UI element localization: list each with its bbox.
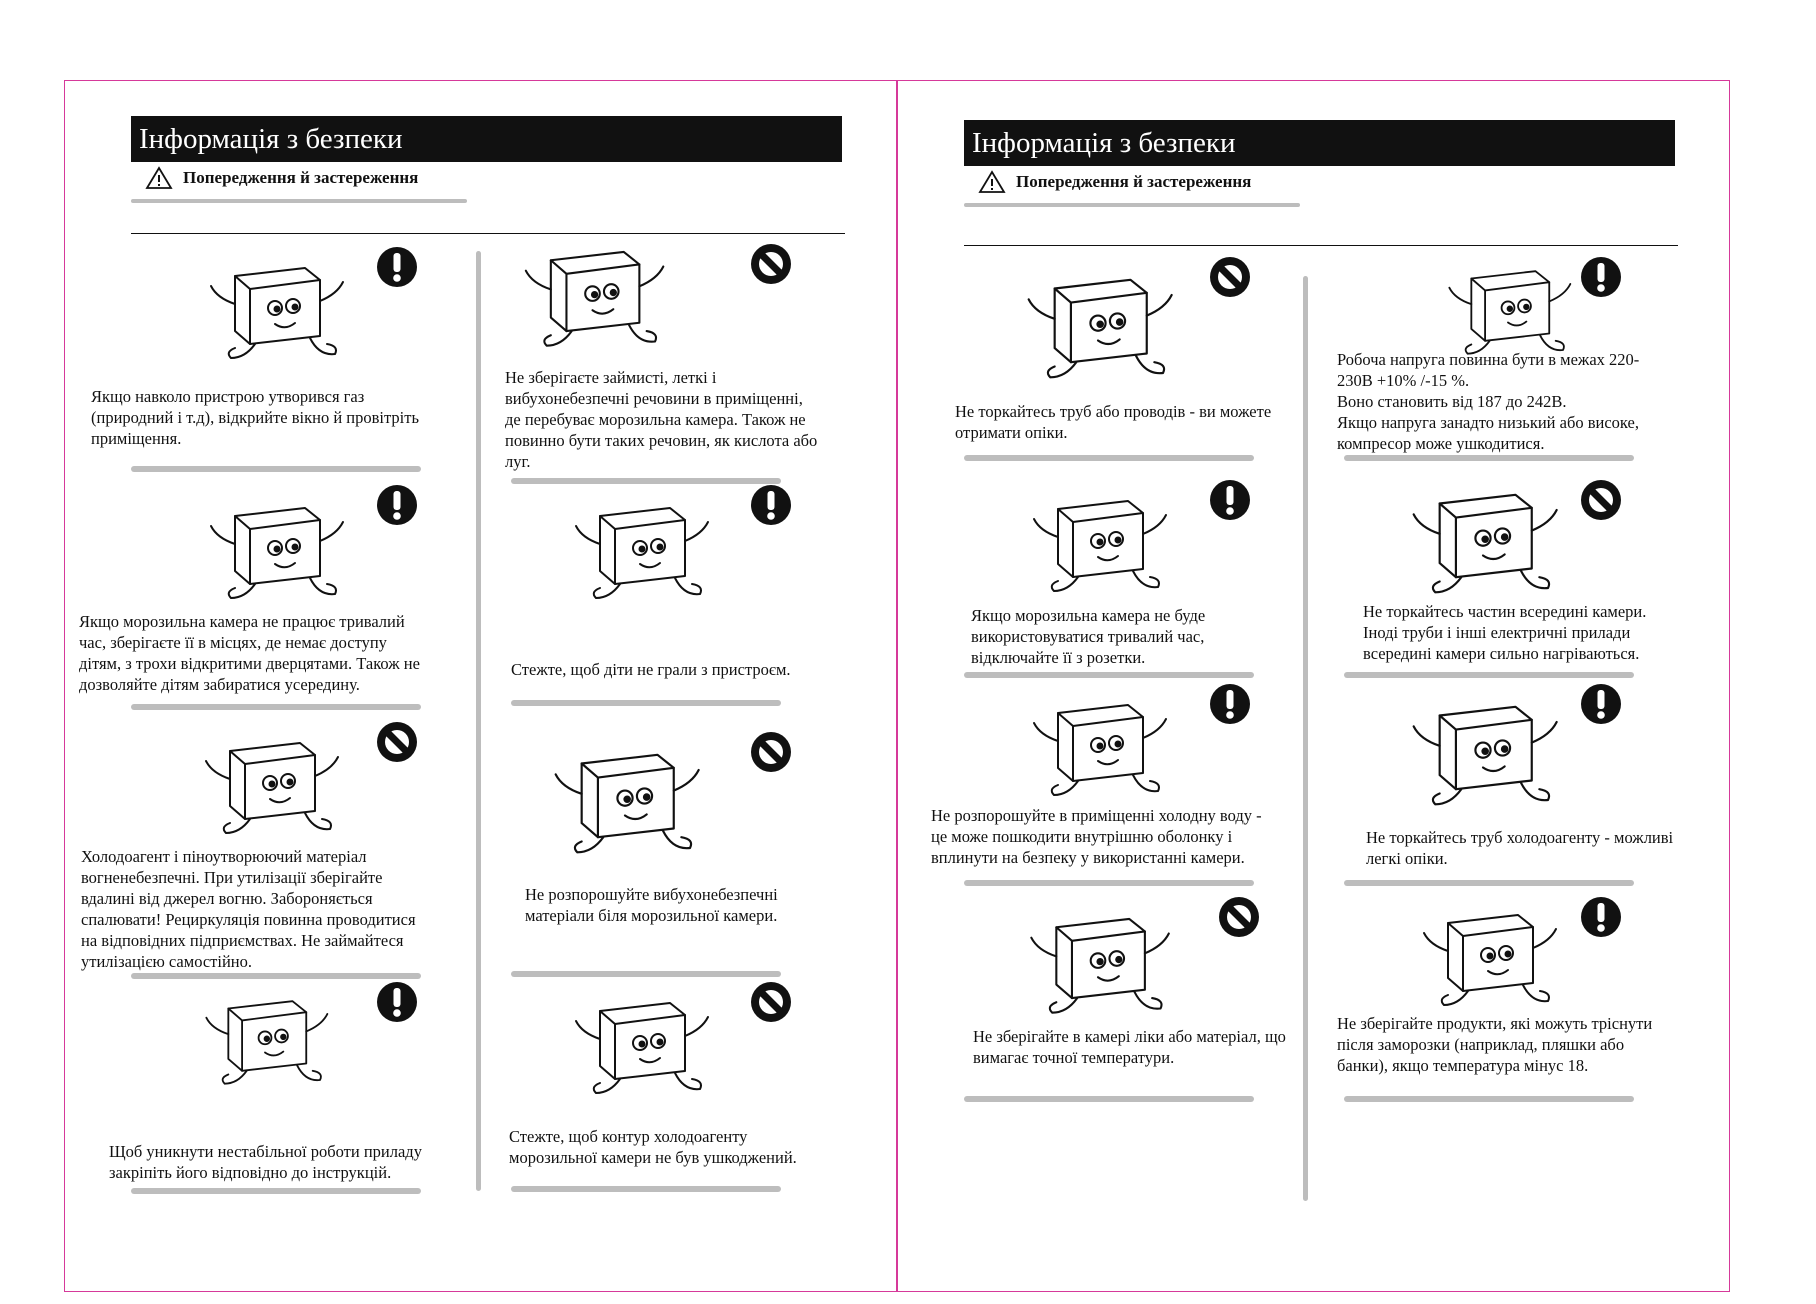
warning-text: Холодоагент і піноутворюючий матеріал вогненебезпечні. При утилізації зберігайте вдалині від джерел вогню. Забороняється спалювати! Рециркуляція повинна проводитися на відповідних підприємствах. Не займайтеся утилізацією самостійно. bbox=[81, 847, 416, 971]
mandatory-icon bbox=[1580, 256, 1622, 298]
freezer-fire-illustration bbox=[185, 721, 355, 841]
section-separator bbox=[131, 1188, 421, 1194]
left-page bbox=[64, 80, 897, 1292]
freezer-inside-parts-illustration bbox=[1383, 471, 1583, 601]
section-separator bbox=[511, 700, 781, 706]
section-separator bbox=[964, 455, 1254, 461]
warning-triangle-icon bbox=[978, 170, 1006, 194]
warnings-subtitle bbox=[978, 170, 1251, 194]
subtitle-text: Попередження й застереження bbox=[1016, 172, 1252, 191]
warning-text: Якщо навколо пристрою утворився газ (природний і т.д), відкрийте вікно й провітріть приміщення. bbox=[91, 387, 419, 448]
section-separator bbox=[1344, 455, 1634, 461]
column-divider bbox=[1303, 276, 1308, 1201]
warning-text: Не розпорошуйте вибухонебезпечні матеріали біля морозильної камери. bbox=[525, 885, 778, 925]
prohibited-icon bbox=[1580, 479, 1622, 521]
freezer-refrigerant-pipes-illustration bbox=[1383, 683, 1583, 813]
subtitle-underline bbox=[131, 199, 467, 203]
prohibited-icon bbox=[750, 981, 792, 1023]
section-separator bbox=[1344, 880, 1634, 886]
mandatory-icon bbox=[376, 981, 418, 1023]
header-rule bbox=[964, 245, 1678, 246]
section-separator bbox=[964, 672, 1254, 678]
prohibited-icon bbox=[750, 731, 792, 773]
section-separator bbox=[131, 973, 421, 979]
warning-text: Не зберігайте продукти, які можуть тріснути після заморозки (наприклад, пляшки або банки), якщо температура мінус 18. bbox=[1337, 1014, 1653, 1075]
prohibited-icon bbox=[1209, 256, 1251, 298]
warning-triangle-icon bbox=[145, 166, 173, 190]
warning-text: Не торкайтесь труб або проводів - ви можете отримати опіки. bbox=[955, 402, 1272, 442]
freezer-chemicals-illustration bbox=[505, 229, 680, 354]
warning-text: Робоча напруга повинна бути в межах 220- 230В +10% /-15 %. Воно становить від 187 до 242В. Якщо напруга занадто низький або високе, компресор може ушкодитися. bbox=[1337, 350, 1640, 453]
column-divider bbox=[476, 251, 481, 1191]
section-separator bbox=[1344, 1096, 1634, 1102]
section-separator bbox=[511, 1186, 781, 1192]
freezer-circuit-illustration bbox=[555, 981, 725, 1101]
section-separator bbox=[131, 466, 421, 472]
freezer-smelling-gas-illustration bbox=[195, 246, 355, 366]
mandatory-icon bbox=[376, 484, 418, 526]
warnings-subtitle bbox=[145, 166, 418, 190]
section-separator bbox=[964, 1096, 1254, 1102]
mandatory-icon bbox=[1580, 683, 1622, 725]
prohibited-icon bbox=[1218, 896, 1260, 938]
mandatory-icon bbox=[1209, 683, 1251, 725]
warning-text: Якщо морозильна камера не буде використовуватися тривалий час, відключайте її з розетки. bbox=[971, 606, 1206, 667]
child-playing-illustration bbox=[560, 486, 720, 606]
freezer-bottles-illustration bbox=[1398, 893, 1578, 1013]
freezer-hot-pipes-illustration bbox=[998, 256, 1198, 386]
child-in-freezer-illustration bbox=[195, 486, 355, 606]
right-page bbox=[897, 80, 1730, 1292]
freezer-spray-illustration bbox=[525, 731, 725, 861]
mandatory-icon bbox=[750, 484, 792, 526]
prohibited-icon bbox=[750, 243, 792, 285]
section-separator bbox=[1344, 672, 1634, 678]
mandatory-icon bbox=[1209, 479, 1251, 521]
warning-text: Стежте, щоб діти не грали з пристроєм. bbox=[511, 660, 791, 679]
header-rule bbox=[131, 233, 845, 234]
freezer-water-illustration bbox=[1018, 683, 1178, 803]
subtitle-text: Попередження й застереження bbox=[183, 168, 419, 187]
warning-text: Щоб уникнути нестабільної роботи приладу закріпіть його відповідно до інструкцій. bbox=[109, 1142, 422, 1182]
freezer-unplug-illustration bbox=[998, 479, 1198, 599]
freezer-fixed-illustration bbox=[185, 981, 345, 1091]
section-separator bbox=[131, 704, 421, 710]
prohibited-icon bbox=[376, 721, 418, 763]
page-title: Інформація з безпеки bbox=[964, 120, 1675, 166]
freezer-voltage-illustration bbox=[1423, 251, 1593, 361]
warning-text: Стежте, щоб контур холодоагенту морозильної камери не був ушкоджений. bbox=[509, 1127, 797, 1167]
section-separator bbox=[511, 478, 781, 484]
warning-text: Не розпорошуйте в приміщенні холодну воду - це може пошкодити внутрішню оболонку і вплинути на безпеку у використанні камери. bbox=[931, 806, 1262, 867]
warning-text: Не зберігаєте займисті, леткі і вибухонебезпечні речовини в приміщенні, де перебуває морозильна камера. Також не повинно бути таких речовин, як кислота або луг. bbox=[505, 368, 818, 471]
subtitle-underline bbox=[964, 203, 1300, 207]
warning-text: Не зберігайте в камері ліки або матеріал, що вимагає точної температури. bbox=[973, 1027, 1286, 1067]
warning-text: Якщо морозильна камера не працює тривалий час, зберігаєте її в місцях, де немає доступу дітям, з трохи відкритими дверцятами. Також не дозволяйте дітям забиратися усередину. bbox=[79, 612, 420, 694]
warning-text: Не торкайтесь частин всередині камери. Іноді труби і інші електричні прилади всередині камери сильно нагріваються. bbox=[1363, 602, 1647, 663]
freezer-medicine-illustration bbox=[998, 896, 1198, 1021]
warning-text: Не торкайтесь труб холодоагенту - можливі легкі опіки. bbox=[1366, 828, 1674, 868]
page-title: Інформація з безпеки bbox=[131, 116, 842, 162]
mandatory-icon bbox=[376, 246, 418, 288]
section-separator bbox=[964, 880, 1254, 886]
section-separator bbox=[511, 971, 781, 977]
mandatory-icon bbox=[1580, 896, 1622, 938]
